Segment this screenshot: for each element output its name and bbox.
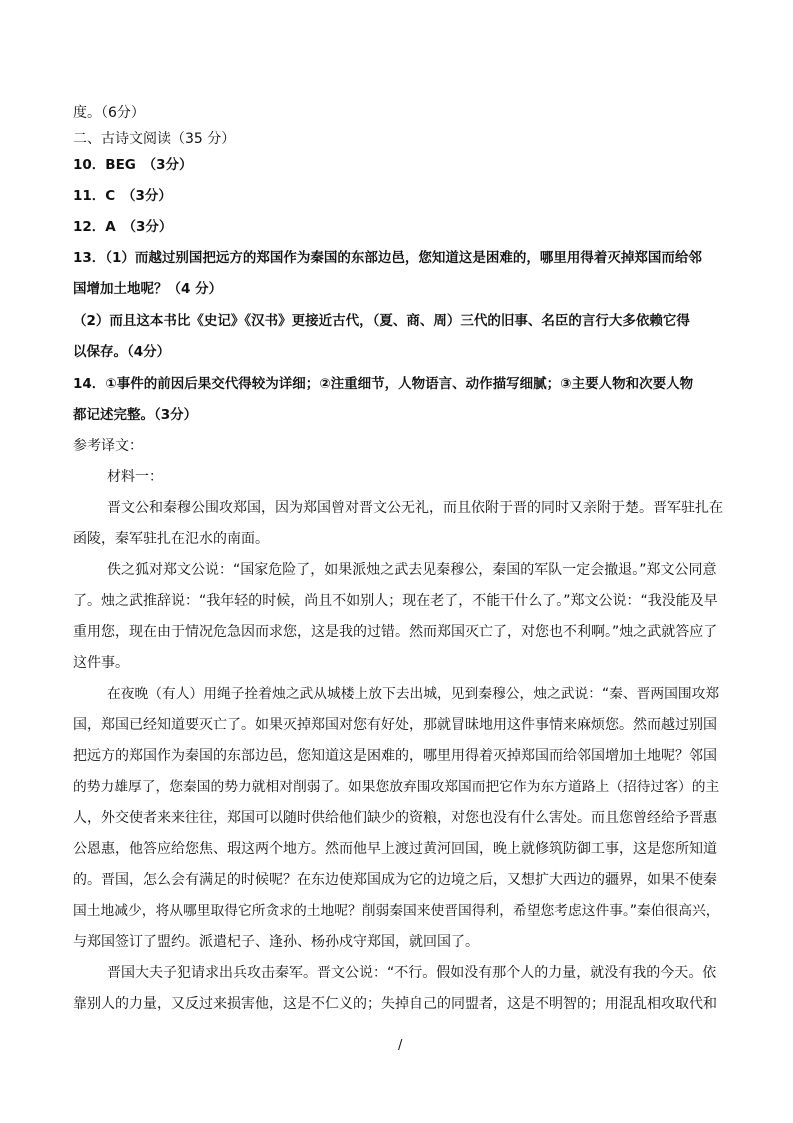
answer-line: 以保存。（4分）	[73, 344, 171, 360]
text-line: 度。（6分）	[73, 105, 145, 121]
text-line: 国，郑国已经知道要灭亡了。如果灭掉郑国对您有好处，那就冒昧地用这件事情来麻烦您。然而越过别国	[73, 717, 717, 733]
answer-line: 10．BEG （3分）	[73, 157, 193, 173]
text-line: 的势力雄厚了，您秦国的势力就相对削弱了。如果您放弃围攻郑国而把它作为东方道路上（招待过客）的主	[73, 779, 720, 795]
material-label: 材料一：	[107, 469, 163, 485]
text-line: 晋国大夫子犯请求出兵攻击秦军。晋文公说：“不行。假如没有那个人的力量，就没有我的今天。依	[107, 965, 717, 981]
translation-heading: 参考译文：	[73, 438, 143, 454]
section-heading: 二、古诗文阅读（35 分）	[73, 131, 236, 147]
text-line: 晋文公和秦穆公围攻郑国，因为郑国曾对晋文公无礼，而且依附于晋的同时又亲附于楚。晋军驻扎在	[107, 500, 723, 516]
text-line: 的。晋国，怎么会有满足的时候呢？在东边使郑国成为它的边境之后，又想扩大西边的疆界，如果不使秦	[73, 872, 717, 888]
text-line: 了。烛之武推辞说：“我年轻的时候，尚且不如别人；现在老了，不能干什么了。”郑文公说：“我没能及早	[73, 593, 718, 609]
text-line: 人，外交使者来来往往，郑国可以随时供给他们缺少的资粮，对您也没有什么害处。而且您曾经给予晋惠	[73, 810, 717, 826]
text-line: 重用您，现在由于情况危急因而求您，这是我的过错。然而郑国灭亡了，对您也不利啊。”烛之武就答应了	[73, 624, 718, 640]
answer-line: 12．A （3分）	[73, 219, 173, 235]
answer-line: 国增加土地呢？（4 分）	[73, 281, 223, 297]
answer-line: 11．C （3分）	[73, 188, 172, 204]
text-line: 这件事。	[73, 655, 129, 671]
answer-line: 都记述完整。（3分）	[73, 407, 198, 423]
text-line: 函陵，秦军驻扎在氾水的南面。	[73, 531, 269, 547]
text-line: 靠别人的力量，又反过来损害他，这是不仁义的；失掉自己的同盟者，这是不明智的；用混乱相攻取代和	[73, 996, 717, 1012]
text-line: 公恩惠，他答应给您焦、瑕这两个地方。然而他早上渡过黄河回国，晚上就修筑防御工事，这是您所知道	[73, 841, 717, 857]
text-line: 国土地减少，将从哪里取得它所贪求的土地呢？削弱秦国来使晋国得利，希望您考虑这件事。”秦伯很高兴，	[73, 903, 720, 919]
answer-line: 14．①事件的前因后果交代得较为详细；②注重细节，人物语言、动作描写细腻；③主要人物和次要人物	[73, 376, 694, 392]
answer-line: （2）而且这本书比《史记》《汉书》更接近古代，（夏、商、周）三代的旧事、名臣的言行大多依赖它得	[73, 313, 690, 329]
page-number: /	[398, 1038, 403, 1053]
answer-line: 13．（1）而越过别国把远方的郑国作为秦国的东部边邑，您知道这是困难的，哪里用得着灭掉郑国而给邻	[73, 250, 702, 266]
text-line: 佚之狐对郑文公说：“国家危险了，如果派烛之武去见秦穆公，秦国的军队一定会撤退。”郑文公同意	[107, 562, 717, 578]
text-line: 与郑国签订了盟约。派遣杞子、逢孙、杨孙戍守郑国，就回国了。	[73, 934, 479, 950]
text-line: 把远方的郑国作为秦国的东部边邑，您知道这是困难的，哪里用得着灭掉郑国而给邻国增加土地呢？邻国	[73, 748, 717, 764]
text-line: 在夜晚（有人）用绳子拴着烛之武从城楼上放下去出城，见到秦穆公，烛之武说：“秦、晋两国围攻郑	[107, 686, 720, 702]
